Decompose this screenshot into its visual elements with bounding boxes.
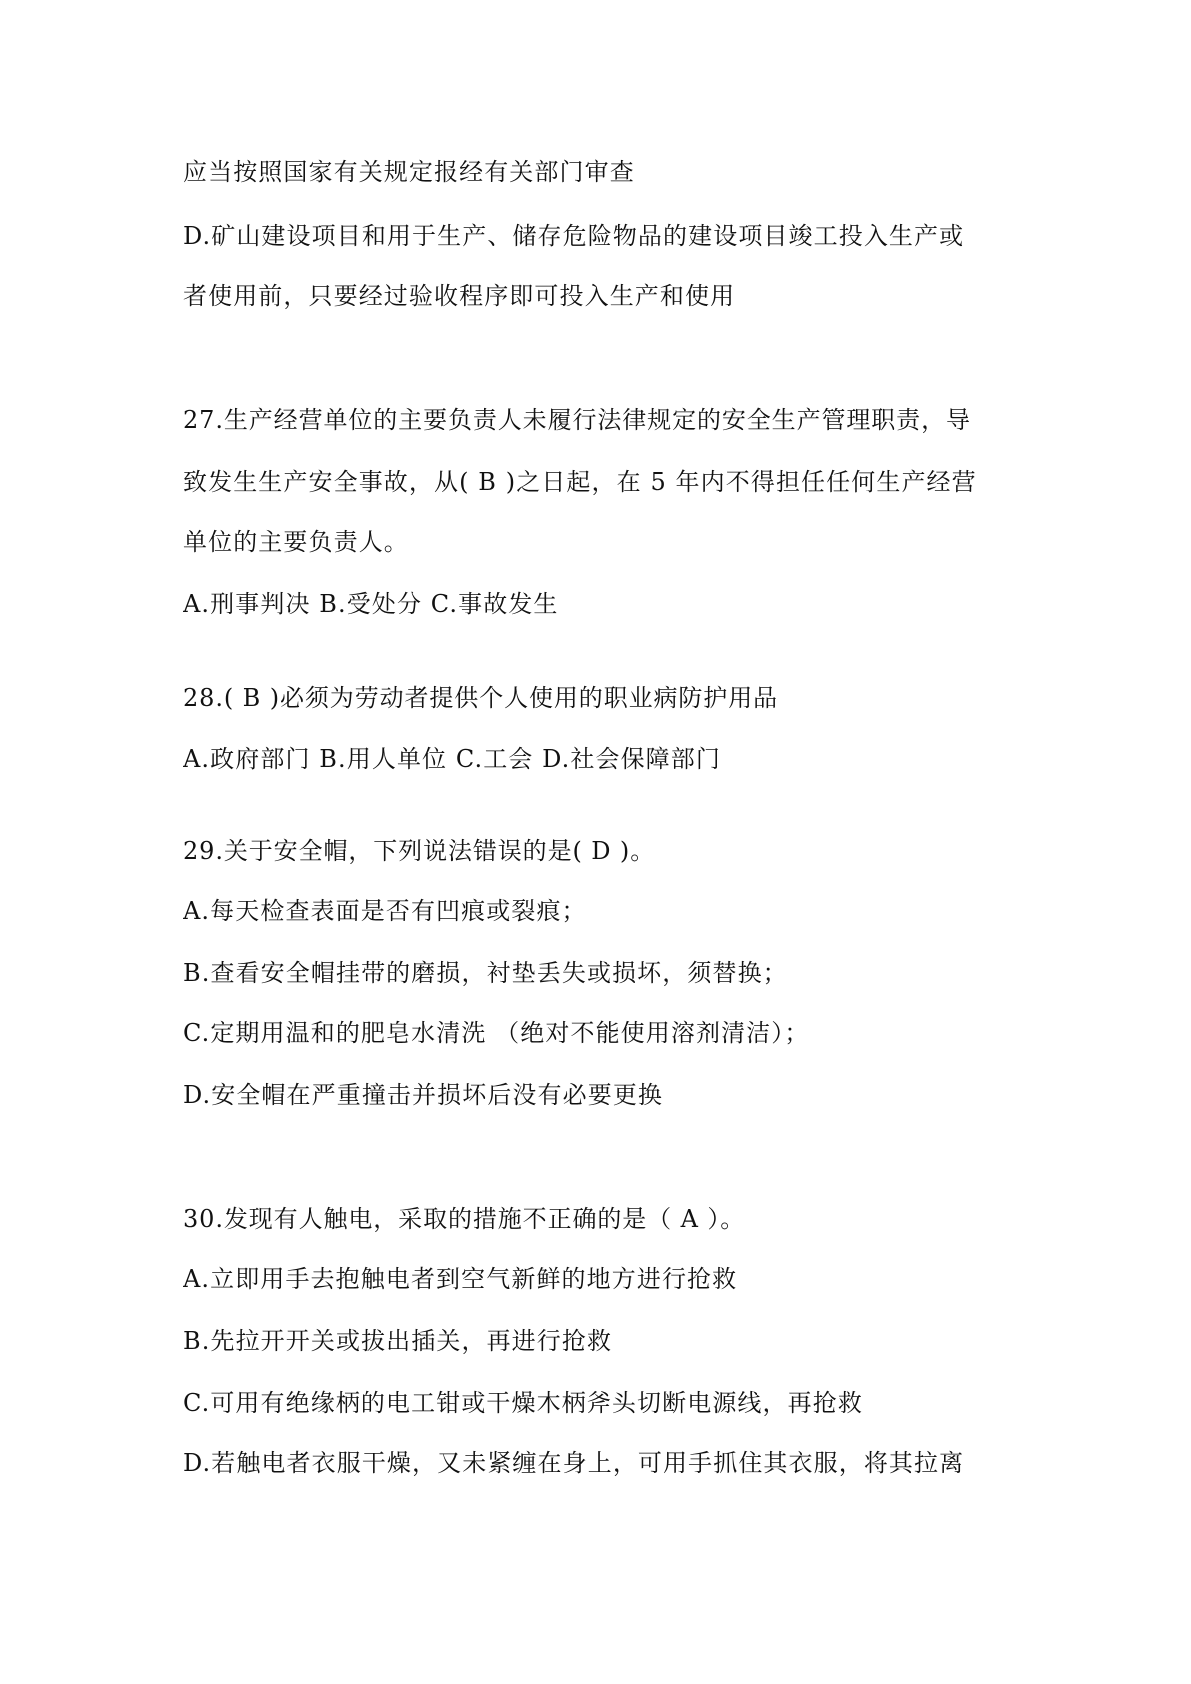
question-27-options: A.刑事判决 B.受处分 C.事故发生 xyxy=(183,590,559,618)
question-27: 27.生产经营单位的主要负责人未履行法律规定的安全生产管理职责，导 xyxy=(183,406,971,434)
question-28: 28.( B )必须为劳动者提供个人使用的职业病防护用品 xyxy=(183,684,778,712)
question-29: 29.关于安全帽，下列说法错误的是( D )。 xyxy=(183,837,656,865)
question-30-option-b: B.先拉开开关或拔出插关，再进行抢救 xyxy=(183,1327,613,1355)
question-29-option-c: C.定期用温和的肥皂水清洗 （绝对不能使用溶剂清洁）； xyxy=(183,1019,810,1047)
question-29-option-a: A.每天检查表面是否有凹痕或裂痕； xyxy=(183,897,587,925)
text-line: 者使用前，只要经过验收程序即可投入生产和使用 xyxy=(183,282,736,310)
option-d-line: D.矿山建设项目和用于生产、储存危险物品的建设项目竣工投入生产或 xyxy=(183,222,965,250)
question-29-option-b: B.查看安全帽挂带的磨损，衬垫丢失或损坏，须替换； xyxy=(183,959,788,987)
question-30: 30.发现有人触电，采取的措施不正确的是（ A ）。 xyxy=(183,1205,746,1233)
question-30-option-d: D.若触电者衣服干燥，又未紧缠在身上，可用手抓住其衣服，将其拉离 xyxy=(183,1449,965,1477)
question-29-option-d: D.安全帽在严重撞击并损坏后没有必要更换 xyxy=(183,1081,664,1109)
text-line: 应当按照国家有关规定报经有关部门审查 xyxy=(183,158,635,186)
question-28-options: A.政府部门 B.用人单位 C.工会 D.社会保障部门 xyxy=(183,745,721,773)
text-line: 致发生生产安全事故，从( B )之日起，在 5 年内不得担任任何生产经营 xyxy=(183,468,977,496)
question-30-option-a: A.立即用手去抱触电者到空气新鲜的地方进行抢救 xyxy=(183,1265,738,1293)
text-line: 单位的主要负责人。 xyxy=(183,528,409,556)
question-30-option-c: C.可用有绝缘柄的电工钳或干燥木柄斧头切断电源线，再抢救 xyxy=(183,1389,863,1417)
